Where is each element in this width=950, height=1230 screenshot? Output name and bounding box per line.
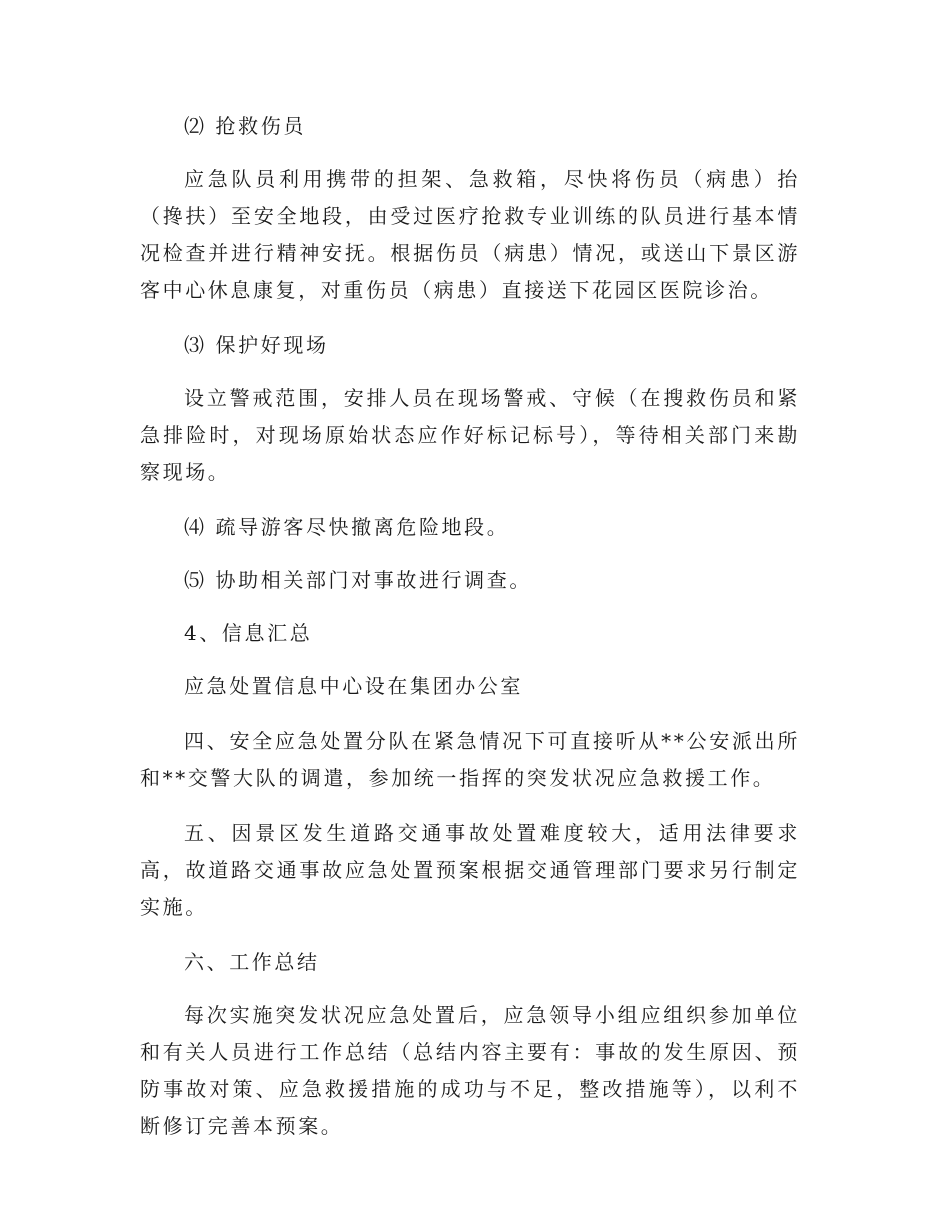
paragraph-section-four: 四、安全应急处置分队在紧急情况下可直接听从**公安派出所和**交警大队的调遣，参加统一指挥的突发状况应急救援工作。 bbox=[140, 729, 800, 790]
section-heading-work-summary: 六、工作总结 bbox=[184, 950, 320, 974]
paragraph-info-center: 应急处置信息中心设在集团办公室 bbox=[184, 674, 523, 698]
list-item-evacuate: ⑷ 疏导游客尽快撤离危险地段。 bbox=[184, 515, 510, 539]
paragraph-protect-scene-body: 设立警戒范围，安排人员在现场警戒、守候（在搜救伤员和紧急排险时，对现场原始状态应作好标记标号），等待相关部门来勘察现场。 bbox=[140, 386, 800, 484]
section-heading-rescue: ⑵ 抢救伤员 bbox=[184, 114, 306, 138]
paragraph-section-five: 五、因景区发生道路交通事故处置难度较大，适用法律要求高，故道路交通事故应急处置预案根据交通管理部门要求另行制定实施。 bbox=[140, 821, 800, 919]
document-page bbox=[140, 108, 800, 1163]
paragraph-work-summary-body: 每次实施突发状况应急处置后，应急领导小组应组织参加单位和有关人员进行工作总结（总结内容主要有：事故的发生原因、预防事故对策、应急救援措施的成功与不足，整改措施等），以利不断修订完善本预案。 bbox=[140, 1003, 800, 1138]
section-heading-info-summary: 4、信息汇总 bbox=[184, 621, 313, 645]
list-item-investigate: ⑸ 协助相关部门对事故进行调查。 bbox=[184, 568, 532, 592]
paragraph-rescue-body: 应急队员利用携带的担架、急救箱，尽快将伤员（病患）抬（搀扶）至安全地段，由受过医疗抢救专业训练的队员进行基本情况检查并进行精神安抚。根据伤员（病患）情况，或送山下景区游客中心休息康复，对重伤员（病患）直接送下花园区医院诊治。 bbox=[140, 167, 800, 302]
section-heading-protect-scene: ⑶ 保护好现场 bbox=[184, 333, 329, 357]
